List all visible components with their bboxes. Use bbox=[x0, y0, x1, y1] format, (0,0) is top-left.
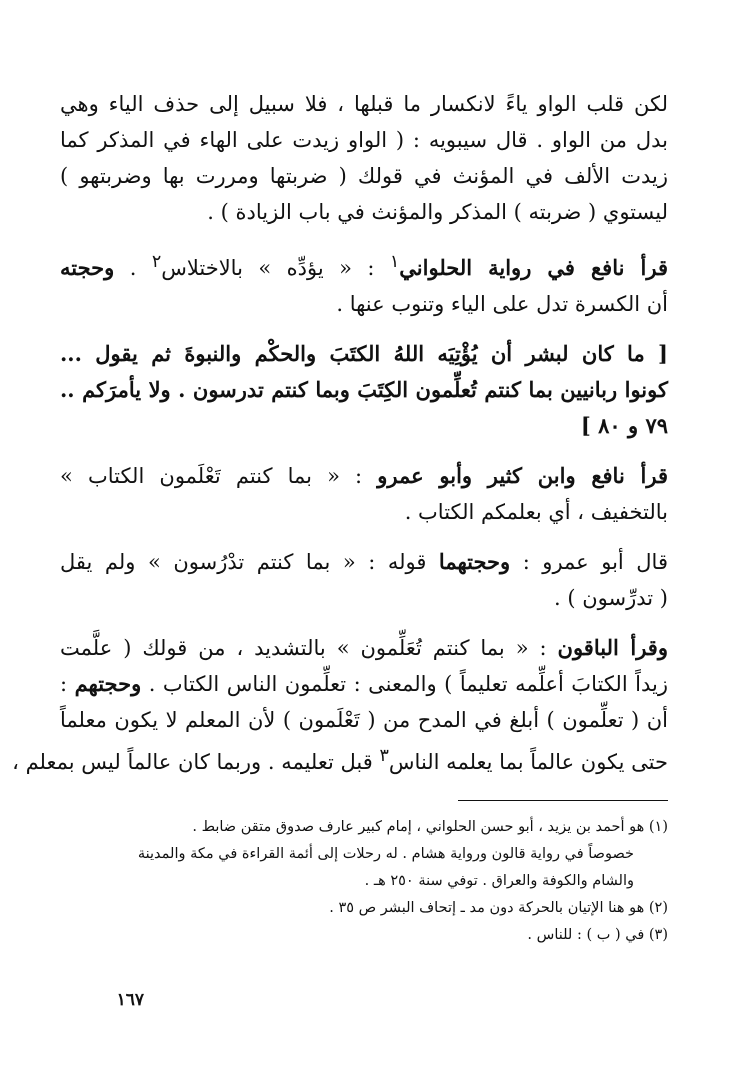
text-line: بدل من الواو . قال سيبويه : ( الواو زيدت على الهاء في المذكر كما bbox=[60, 128, 668, 152]
quranic-verse bbox=[60, 336, 668, 444]
footnote-ref: ٣ bbox=[379, 746, 389, 766]
paragraph-4 bbox=[60, 544, 668, 616]
text-line: بالتخفيف ، أي بعلمكم الكتاب . bbox=[404, 500, 668, 524]
text-line bbox=[60, 544, 668, 580]
explanation-text: قبل تعليمه . وربما كان عالماً ليس بمعلم ، bbox=[12, 750, 380, 774]
text-line: أن الكسرة تدل على الياء وتنوب عنها . bbox=[336, 292, 668, 316]
footnote-line: والشام والكوفة والعراق . توفي سنة ٢٥٠ هـ . bbox=[364, 873, 634, 889]
reader-attribution: وقرأ الباقون bbox=[557, 635, 668, 660]
footnote-line: (٢) هو هنا الإتيان بالحركة دون مد ـ إتحاف البشر ص ٣٥ . bbox=[329, 900, 668, 916]
paragraph-3 bbox=[60, 458, 668, 530]
text-line bbox=[60, 666, 668, 702]
explanation-text: زيداً الكتابَ أعلِّمه تعليماً ) والمعنى : تعلِّمون الناس الكتاب . bbox=[141, 672, 668, 696]
main-text bbox=[12, 86, 668, 788]
footnote-ref: ١ bbox=[389, 252, 400, 272]
verse-line: كونوا ربانيين بما كنتم تُعلِّمون الكِتَبَ وبما كنتم تدرسون . ولا يأمرَكم .. bbox=[60, 377, 668, 402]
paragraph-2 bbox=[60, 244, 668, 322]
page-number: ١٦٧ bbox=[116, 990, 144, 1010]
text-line bbox=[60, 244, 668, 286]
reader-attribution: قرأ نافع في رواية الحلواني bbox=[399, 255, 668, 280]
text-line bbox=[12, 738, 668, 780]
argument-label: وحجته bbox=[60, 255, 115, 280]
paragraph-5 bbox=[12, 630, 668, 780]
argument-label: وحجتهما bbox=[438, 549, 511, 574]
footnote-ref: ٢ bbox=[151, 252, 162, 272]
text-line: لكن قلب الواو ياءً لانكسار ما قبلها ، فلا سبيل إلى حذف الياء وهي bbox=[60, 92, 668, 116]
footnotes bbox=[110, 814, 668, 949]
quoted-reading: : « بما كنتم تَعْلَمون الكتاب » bbox=[60, 464, 378, 488]
text-line bbox=[60, 630, 668, 666]
quoted-reading: قوله : « بما كنتم تدْرُسون » ولم يقل bbox=[60, 550, 439, 574]
footnote-line: خصوصاً في رواية قالون ورواية هشام . له رحلات إلى أئمة القراءة في مكة والمدينة bbox=[137, 846, 634, 862]
text-line: ( تدرِّسون ) . bbox=[554, 586, 668, 610]
footnote-divider bbox=[458, 800, 668, 801]
separator: . bbox=[114, 256, 152, 280]
text-line: أن ( تعلِّمون ) أبلغ في المدح من ( تَعْلَمون ) لأن المعلم لا يكون معلماً bbox=[60, 708, 668, 732]
argument-label: وحجتهم bbox=[74, 671, 142, 696]
text-line: زيدت الألف في المؤنث في قولك ( ضربتها ومررت بها وضربتهو ) bbox=[60, 164, 668, 188]
explanation-text: حتى يكون عالماً بما يعلمه الناس bbox=[388, 750, 668, 774]
reader-attribution: قرأ نافع وابن كثير وأبو عمرو bbox=[377, 463, 668, 488]
attribution-text: قال أبو عمرو : bbox=[510, 550, 668, 574]
footnote-line: (٣) في ( ب ) : للناس . bbox=[527, 927, 668, 943]
quoted-reading: : « بما كنتم تُعَلِّمون » بالتشديد ، من قولك ( علَّمت bbox=[60, 636, 558, 660]
text-line bbox=[60, 458, 668, 494]
verse-reference: ٧٩ و ٨٠ ] bbox=[580, 413, 668, 438]
footnote-line: (١) هو أحمد بن يزيد ، أبو حسن الحلواني ، إمام كبير عارف صدوق متقن ضابط . bbox=[192, 819, 668, 835]
verse-line: [ ما كان لبشر أن يُؤْتِيَه اللهُ الكتَبَ والحكْم والنبوةَ ثم يقول ... bbox=[60, 341, 668, 366]
quoted-reading: : « يؤدِّه » بالاختلاس bbox=[161, 256, 390, 280]
paragraph-1 bbox=[60, 86, 668, 230]
colon: : bbox=[60, 672, 75, 696]
text-line: ليستوي ( ضربته ) المذكر والمؤنث في باب الزيادة ) . bbox=[207, 200, 668, 224]
